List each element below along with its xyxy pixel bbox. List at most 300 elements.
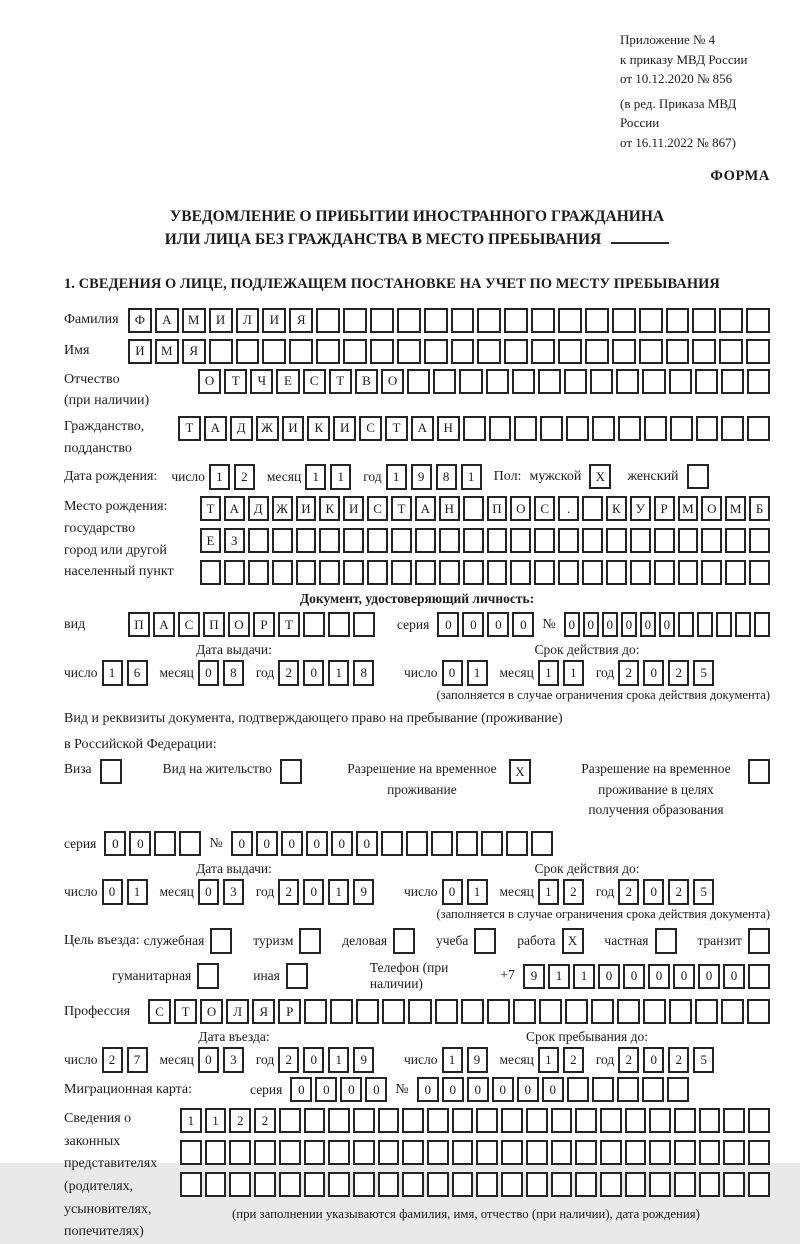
char-box xyxy=(551,1108,573,1133)
char-box xyxy=(526,1108,548,1133)
name-label: Имя xyxy=(64,343,90,359)
char-box xyxy=(616,369,639,394)
char-box: 2 xyxy=(668,660,689,686)
char-box xyxy=(343,528,364,553)
year-boxes xyxy=(386,464,482,490)
char-box: 0 xyxy=(512,612,534,637)
residence-issue-title: Дата выдачи: xyxy=(196,861,272,876)
char-box: 1 xyxy=(102,660,123,686)
char-box xyxy=(666,339,690,364)
char-box: И xyxy=(333,416,356,441)
month-boxes xyxy=(538,879,584,905)
entry-purpose-options xyxy=(144,928,770,954)
patronymic-label: Отчество (при наличии) xyxy=(64,369,198,412)
char-box xyxy=(725,560,746,585)
char-box xyxy=(487,528,508,553)
char-box: 8 xyxy=(436,464,457,490)
char-box: 7 xyxy=(127,1047,148,1073)
birth-place-row1 xyxy=(200,496,770,521)
char-box xyxy=(402,1140,424,1165)
char-box: Я xyxy=(289,308,313,333)
sex-female-option xyxy=(627,464,708,489)
char-box: 1 xyxy=(180,1108,202,1133)
char-box: 2 xyxy=(102,1047,123,1073)
header-line: от 16.11.2022 № 867) xyxy=(620,134,737,150)
representatives-row1 xyxy=(180,1108,770,1133)
year-boxes xyxy=(278,879,374,905)
char-box xyxy=(378,1172,400,1197)
char-box: 9 xyxy=(523,964,545,989)
birth-place-sublabels xyxy=(64,518,200,583)
field-birth-date xyxy=(64,463,770,490)
char-box: 0 xyxy=(102,879,123,905)
birth-place-row2 xyxy=(200,528,770,553)
char-box xyxy=(534,560,555,585)
purpose-option-label: транзит xyxy=(697,933,742,948)
char-box xyxy=(353,612,375,637)
char-box: 1 xyxy=(205,1108,227,1133)
char-box xyxy=(391,560,412,585)
char-box: М xyxy=(725,496,746,521)
purpose-option-label: учеба xyxy=(435,933,469,948)
char-box xyxy=(639,308,663,333)
char-box xyxy=(319,560,340,585)
option-temporary-residence-label: Разрешение на временное проживание xyxy=(347,761,497,797)
char-box xyxy=(328,1172,350,1197)
purpose-option-checkbox xyxy=(393,928,415,954)
char-box xyxy=(506,831,528,856)
char-box xyxy=(746,308,770,333)
char-box xyxy=(463,416,486,441)
blank-underline xyxy=(611,242,669,244)
char-box xyxy=(378,1108,400,1133)
char-box xyxy=(280,759,302,784)
entry-date-group xyxy=(64,1047,386,1073)
char-box: Р xyxy=(654,496,675,521)
surname-boxes xyxy=(128,308,770,333)
char-box xyxy=(723,1172,745,1197)
char-box xyxy=(236,339,260,364)
char-box xyxy=(296,528,317,553)
char-box xyxy=(749,560,770,585)
char-box xyxy=(697,612,713,637)
char-box xyxy=(625,1140,647,1165)
char-box xyxy=(330,999,353,1024)
purpose-option xyxy=(342,928,415,954)
purpose-option-label: деловая xyxy=(342,933,388,948)
option-visa-checkbox xyxy=(100,759,122,784)
residence-doc-dates xyxy=(64,861,770,905)
char-box xyxy=(304,1140,326,1165)
char-box: И xyxy=(343,496,364,521)
char-box: 1 xyxy=(461,464,482,490)
char-box: 1 xyxy=(442,1047,463,1073)
sex-female-label: женский xyxy=(627,468,679,484)
char-box xyxy=(539,999,562,1024)
header-line: от 10.12.2020 № 856 xyxy=(620,71,733,86)
char-box: С xyxy=(534,496,555,521)
char-box xyxy=(353,1140,375,1165)
char-box xyxy=(565,999,588,1024)
char-box xyxy=(303,612,325,637)
purpose-option-checkbox: X xyxy=(562,928,584,954)
doc-kind-label: вид xyxy=(64,616,86,632)
char-box: А xyxy=(153,612,175,637)
residence-doc-options xyxy=(64,759,770,820)
purpose-option-checkbox xyxy=(286,963,308,989)
char-box xyxy=(669,999,692,1024)
char-box xyxy=(670,416,693,441)
char-box xyxy=(723,1140,745,1165)
char-box: 1 xyxy=(127,879,148,905)
year-boxes xyxy=(618,660,714,686)
day-boxes xyxy=(102,660,148,686)
char-box: 2 xyxy=(668,1047,689,1073)
entry-date-title: Дата въезда: xyxy=(198,1029,270,1044)
option-visa xyxy=(64,759,122,784)
char-box xyxy=(370,308,394,333)
char-box xyxy=(644,416,667,441)
char-box: К xyxy=(319,496,340,521)
header-reference-block xyxy=(620,30,770,152)
char-box: О xyxy=(510,496,531,521)
option-education-residence-label: Разрешение на временное проживание в целях получения образования xyxy=(581,761,731,817)
doc-series-boxes xyxy=(437,612,534,637)
char-box xyxy=(513,999,536,1024)
char-box xyxy=(439,560,460,585)
char-box xyxy=(540,416,563,441)
char-box xyxy=(272,560,293,585)
char-box xyxy=(575,1108,597,1133)
char-box: 0 xyxy=(462,612,484,637)
char-box xyxy=(617,999,640,1024)
char-box xyxy=(477,308,501,333)
char-box xyxy=(667,1077,689,1102)
char-box xyxy=(585,308,609,333)
char-box: А xyxy=(415,496,436,521)
year-boxes xyxy=(278,660,374,686)
char-box xyxy=(262,339,286,364)
birth-place-sublabel: государство xyxy=(64,520,136,536)
char-box: У xyxy=(630,496,651,521)
residence-valid-group xyxy=(404,879,726,905)
representatives-label-line: (родителях, xyxy=(64,1179,134,1195)
representatives-label-line: попечителях) xyxy=(64,1224,144,1240)
char-box xyxy=(674,1140,696,1165)
purpose-option-checkbox xyxy=(197,963,219,989)
char-box xyxy=(248,560,269,585)
char-box xyxy=(343,339,367,364)
char-box xyxy=(179,831,201,856)
char-box xyxy=(600,1140,622,1165)
char-box xyxy=(353,1108,375,1133)
char-box xyxy=(328,612,350,637)
day-label: число xyxy=(404,1052,438,1067)
char-box xyxy=(654,560,675,585)
char-box: 0 xyxy=(598,964,620,989)
char-box: Ф xyxy=(128,308,152,333)
char-box: 0 xyxy=(104,831,126,856)
field-patronymic xyxy=(64,369,770,412)
purpose-option-checkbox xyxy=(474,928,496,954)
char-box: 0 xyxy=(198,879,219,905)
patronymic-boxes xyxy=(198,369,770,394)
char-box: 0 xyxy=(583,612,599,637)
char-box: П xyxy=(128,612,150,637)
char-box: О xyxy=(200,999,223,1024)
char-box xyxy=(701,528,722,553)
year-label: год xyxy=(255,884,275,899)
char-box xyxy=(625,1108,647,1133)
char-box xyxy=(415,528,436,553)
migration-series-label: серия xyxy=(250,1081,283,1097)
form-title-line2: ИЛИ ЛИЦА БЕЗ ГРАЖДАНСТВА В МЕСТО ПРЕБЫВАНИЯ xyxy=(64,228,770,251)
field-identity-doc-kind xyxy=(64,611,770,638)
char-box: И xyxy=(262,308,286,333)
month-label: месяц xyxy=(499,665,534,681)
entry-purpose-label: Цель въезда: xyxy=(64,933,140,949)
char-box xyxy=(558,560,579,585)
char-box xyxy=(463,528,484,553)
char-box: 0 xyxy=(340,1077,362,1102)
representatives-label-line: усыновителях, xyxy=(64,1201,152,1217)
char-box xyxy=(254,1172,276,1197)
day-boxes xyxy=(102,879,148,905)
char-box xyxy=(406,831,428,856)
char-box: 0 xyxy=(437,612,459,637)
char-box xyxy=(643,999,666,1024)
char-box: 2 xyxy=(278,879,299,905)
stay-until-group xyxy=(404,1047,726,1073)
char-box: Н xyxy=(439,496,460,521)
char-box: О xyxy=(381,369,404,394)
char-box xyxy=(476,1140,498,1165)
char-box: 2 xyxy=(563,879,584,905)
char-box xyxy=(304,1108,326,1133)
char-box xyxy=(592,1077,614,1102)
char-box xyxy=(433,369,456,394)
year-label: год xyxy=(255,1052,275,1067)
char-box xyxy=(289,339,313,364)
char-box xyxy=(538,369,561,394)
char-box xyxy=(551,1172,573,1197)
char-box xyxy=(566,416,589,441)
char-box: 0 xyxy=(303,879,324,905)
char-box xyxy=(476,1108,498,1133)
char-box: 0 xyxy=(542,1077,564,1102)
option-education-residence xyxy=(572,759,770,820)
header-line: Приложение № 4 xyxy=(620,32,716,47)
char-box xyxy=(695,999,718,1024)
char-box xyxy=(424,308,448,333)
header-lines-edition xyxy=(620,94,770,153)
purpose-option-label: иная xyxy=(253,968,280,983)
char-box xyxy=(397,339,421,364)
name-boxes xyxy=(128,339,770,364)
char-box xyxy=(558,339,582,364)
char-box xyxy=(654,528,675,553)
char-box xyxy=(719,308,743,333)
year-boxes xyxy=(618,1047,714,1073)
char-box: 1 xyxy=(305,464,326,490)
char-box xyxy=(678,612,694,637)
residence-doc-intro2: в Российской Федерации: xyxy=(64,737,217,753)
residence-series-boxes xyxy=(104,831,201,856)
char-box: 5 xyxy=(693,660,714,686)
purpose-option xyxy=(697,928,770,954)
char-box: С xyxy=(303,369,326,394)
char-box: 2 xyxy=(229,1108,251,1133)
char-box xyxy=(248,528,269,553)
char-box: Н xyxy=(437,416,460,441)
char-box: Т xyxy=(200,496,221,521)
char-box xyxy=(510,528,531,553)
char-box: 0 xyxy=(723,964,745,989)
profession-label: Профессия xyxy=(64,1003,131,1019)
char-box: 2 xyxy=(668,879,689,905)
char-box xyxy=(639,339,663,364)
char-box xyxy=(504,308,528,333)
month-boxes xyxy=(538,1047,584,1073)
sex-female-checkbox xyxy=(687,464,709,489)
purpose-option xyxy=(253,928,321,954)
birth-date-label: Дата рождения: xyxy=(64,468,158,484)
char-box xyxy=(699,1140,721,1165)
migration-series-boxes xyxy=(290,1077,387,1102)
char-box xyxy=(463,560,484,585)
char-box xyxy=(748,1140,770,1165)
char-box xyxy=(427,1140,449,1165)
month-boxes xyxy=(538,660,584,686)
char-box: 0 xyxy=(442,1077,464,1102)
profession-boxes xyxy=(148,999,770,1024)
char-box: О xyxy=(701,496,722,521)
option-residence-permit-checkbox xyxy=(280,759,302,784)
char-box xyxy=(319,528,340,553)
char-box xyxy=(279,1108,301,1133)
char-box: 2 xyxy=(618,660,639,686)
sex-male-option xyxy=(529,464,611,489)
char-box xyxy=(725,528,746,553)
char-box xyxy=(463,496,484,521)
field-residence-doc-series xyxy=(64,830,770,857)
char-box: О xyxy=(198,369,221,394)
char-box xyxy=(451,308,475,333)
char-box: 0 xyxy=(303,660,324,686)
option-temporary-residence xyxy=(343,759,531,800)
char-box: 0 xyxy=(331,831,353,856)
char-box xyxy=(481,831,503,856)
char-box: 0 xyxy=(315,1077,337,1102)
char-box: 0 xyxy=(442,660,463,686)
char-box xyxy=(585,339,609,364)
char-box: Я xyxy=(182,339,206,364)
purpose-option-label: работа xyxy=(517,933,556,948)
char-box: 0 xyxy=(643,879,664,905)
char-box xyxy=(669,369,692,394)
char-box: 0 xyxy=(659,612,675,637)
char-box: З xyxy=(224,528,245,553)
char-box: И xyxy=(128,339,152,364)
citizenship-boxes xyxy=(178,416,770,441)
char-box: К xyxy=(307,416,330,441)
valid-until-title: Срок действия до: xyxy=(534,642,640,658)
char-box xyxy=(356,999,379,1024)
field-surname xyxy=(64,307,770,334)
char-box xyxy=(748,759,770,784)
char-box: Е xyxy=(200,528,221,553)
char-box: Т xyxy=(278,612,300,637)
char-box: 1 xyxy=(328,1047,349,1073)
char-box xyxy=(531,308,555,333)
char-box xyxy=(328,1140,350,1165)
char-box xyxy=(567,1077,589,1102)
char-box xyxy=(575,1140,597,1165)
char-box: 1 xyxy=(467,879,488,905)
entry-purpose-row1 xyxy=(64,928,770,954)
char-box: М xyxy=(182,308,206,333)
char-box: 1 xyxy=(538,1047,559,1073)
char-box xyxy=(487,560,508,585)
month-boxes xyxy=(198,879,244,905)
char-box xyxy=(381,831,403,856)
char-box xyxy=(205,1172,227,1197)
char-box xyxy=(435,999,458,1024)
char-box xyxy=(486,369,509,394)
char-box: 2 xyxy=(278,660,299,686)
purpose-option xyxy=(144,928,233,954)
char-box xyxy=(716,612,732,637)
char-box xyxy=(692,339,716,364)
char-box: В xyxy=(355,369,378,394)
char-box xyxy=(254,1140,276,1165)
char-box: 1 xyxy=(573,964,595,989)
char-box: К xyxy=(606,496,627,521)
char-box xyxy=(459,369,482,394)
char-box: 0 xyxy=(673,964,695,989)
residence-number-label: № xyxy=(209,835,223,851)
month-label: месяц xyxy=(266,468,302,484)
char-box: М xyxy=(678,496,699,521)
char-box: 0 xyxy=(231,831,253,856)
purpose-option-label: туризм xyxy=(253,933,294,948)
char-box: С xyxy=(367,496,388,521)
char-box: И xyxy=(209,308,233,333)
purpose-option-label: частная xyxy=(604,933,649,948)
char-box xyxy=(674,1172,696,1197)
char-box xyxy=(592,416,615,441)
representatives-label-line: представителях xyxy=(64,1156,158,1172)
char-box xyxy=(180,1172,202,1197)
surname-label: Фамилия xyxy=(64,312,119,328)
year-label: год xyxy=(363,468,382,484)
entry-purpose-row2 xyxy=(64,960,770,992)
char-box xyxy=(402,1172,424,1197)
field-representatives xyxy=(64,1108,770,1244)
char-box: А xyxy=(204,416,227,441)
char-box xyxy=(367,560,388,585)
char-box: 0 xyxy=(643,660,664,686)
representatives-note: (при заполнении указываются фамилия, имя, отчество (при наличии), дата рождения) xyxy=(232,1207,700,1221)
char-box: С xyxy=(359,416,382,441)
char-box xyxy=(630,560,651,585)
char-box: 8 xyxy=(223,660,244,686)
char-box: М xyxy=(155,339,179,364)
citizenship-sublabel: подданство xyxy=(64,440,132,456)
char-box xyxy=(343,308,367,333)
char-box xyxy=(721,416,744,441)
char-box xyxy=(746,339,770,364)
